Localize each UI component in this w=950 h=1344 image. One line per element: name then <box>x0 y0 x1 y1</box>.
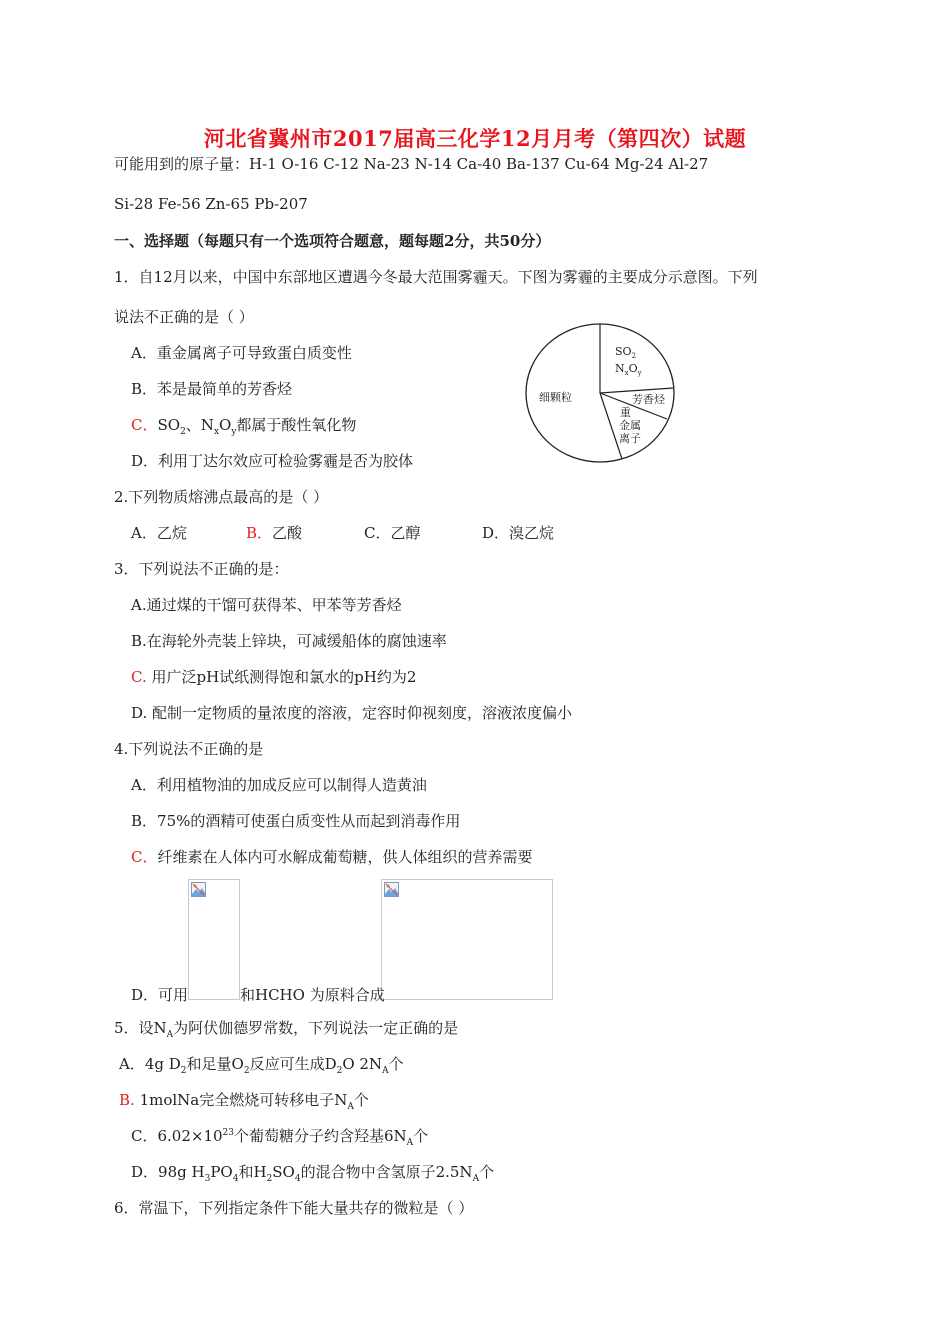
q1-stem-line-1: 1．自12月以来，中国中东部地区遭遇今冬最大范围雾霾天。下图为雾霾的主要成分示意图。下列 <box>114 268 758 286</box>
q5-option-c: C．$6.02\times 10^{23}$个葡萄糖分子约含羟基$6N_A$个 <box>131 1127 429 1148</box>
broken-image-placeholder <box>381 879 553 1000</box>
q5-option-b: B. 1molNa完全燃烧可转移电子$N_A$个 <box>119 1091 369 1112</box>
pie-label-aromatic: 芳香烃 <box>632 393 665 406</box>
q2-option-a: A．乙烷 <box>131 524 187 542</box>
section-heading: 一、选择题（每题只有一个选项符合题意，题每题2分，共50分） <box>114 232 551 250</box>
q2-option-d: D．溴乙烷 <box>482 524 555 542</box>
svg-text:NxOy: $N_xO_y$ <box>615 362 642 377</box>
q1-option-d: D．利用丁达尔效应可检验雾霾是否为胶体 <box>131 452 414 470</box>
q2-option-c: C．乙醇 <box>364 524 421 542</box>
page-title: 河北省冀州市2017届高三化学12月月考（第四次）试题 <box>203 126 747 151</box>
q6-stem: 6．常温下，下列指定条件下能大量共存的微粒是（ ） <box>114 1199 474 1217</box>
answer-letter: C． <box>131 416 158 434</box>
q4-option-b: B．75%的酒精可使蛋白质变性从而起到消毒作用 <box>131 812 461 830</box>
svg-text:重: 重 <box>620 406 631 419</box>
q1-option-b: B．苯是最简单的芳香烃 <box>131 380 293 398</box>
q4-option-d-mid: 和HCHO 为原料合成 <box>240 986 385 1004</box>
q3-option-b: B.在海轮外壳装上锌块，可减缓船体的腐蚀速率 <box>131 632 447 650</box>
q2-stem: 2.下列物质熔沸点最高的是（ ） <box>114 488 329 506</box>
q4-option-d-prefix: D．可用 <box>131 986 189 1004</box>
atomic-mass-line-1: 可能用到的原子量：H-1 O-16 C-12 Na-23 N-14 Ca-40 Ba-137 Cu-64 Mg-24 Al-27 <box>114 155 709 173</box>
atomic-mass-line-2: Si-28 Fe-56 Zn-65 Pb-207 <box>114 195 308 213</box>
svg-text:金属: 金属 <box>619 419 641 432</box>
q4-option-c: C．纤维素在人体内可水解成葡萄糖，供人体组织的营养需要 <box>131 848 533 866</box>
broken-image-icon <box>384 882 399 897</box>
q3-option-a: A.通过煤的干馏可获得苯、甲苯等芳香烃 <box>131 596 402 614</box>
q1-option-a: A．重金属离子可导致蛋白质变性 <box>131 344 352 362</box>
broken-image-placeholder <box>188 879 240 1000</box>
q5-option-d: D．98g $H_3PO_4$和$H_2SO_4$的混合物中含氢原子$2.5N_A$个 <box>131 1163 495 1184</box>
q3-option-d: D. 配制一定物质的量浓度的溶液，定容时仰视刻度，溶液浓度偏小 <box>131 704 573 722</box>
broken-image-icon <box>191 882 206 897</box>
q1-stem-line-2: 说法不正确的是（ ） <box>114 308 254 326</box>
q1-option-c: C．$SO_2$、$N_xO_y$都属于酸性氧化物 <box>131 416 357 437</box>
q3-stem: 3．下列说法不正确的是： <box>114 560 289 578</box>
q4-stem: 4.下列说法不正确的是 <box>114 740 264 758</box>
q4-option-a: A．利用植物油的加成反应可以制得人造黄油 <box>131 776 427 794</box>
q5-option-a: A．4g $D_2$和足量$O_2$反应可生成$D_2O$ $2N_A$个 <box>119 1055 404 1076</box>
q5-stem: 5．设$N_A$为阿伏伽德罗常数，下列说法一定正确的是 <box>114 1019 459 1040</box>
svg-text:SO2: $SO_2$ <box>615 345 637 360</box>
svg-text:离子: 离子 <box>619 432 641 445</box>
q3-option-c: C. 用广泛pH试纸测得饱和氯水的pH约为2 <box>131 668 417 686</box>
q2-option-b: B．乙酸 <box>246 524 303 542</box>
smog-composition-pie <box>524 322 680 464</box>
pie-label-fine-particles: 细颗粒 <box>539 391 572 404</box>
